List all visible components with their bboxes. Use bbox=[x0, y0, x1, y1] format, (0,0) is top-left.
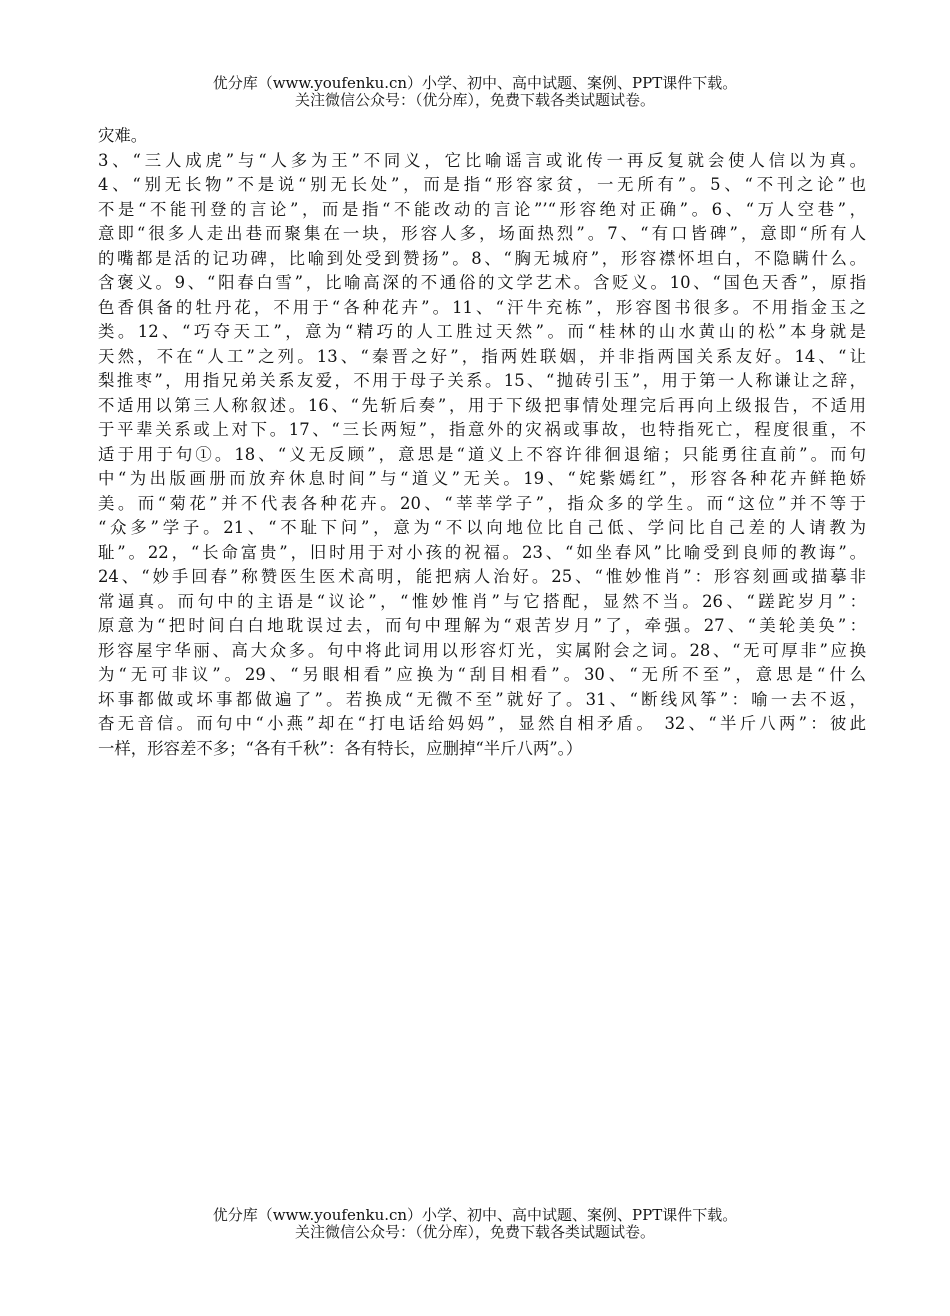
page-header bbox=[0, 75, 950, 109]
body-line: 适于用于句①。18、“义无反顾”，意思是“道义上不容许徘徊退缩；只能勇往直前”。而句 bbox=[98, 444, 866, 464]
body-line: 中“为出版画册而放弃休息时间”与“道义”无关。19、“姹紫嫣红”，形容各种花卉鲜艳娇 bbox=[98, 469, 866, 488]
body-line: 耻”。22，“长命富贵”，旧时用于对小孩的祝福。23、“如坐春风”比喻受到良师的教诲”。 bbox=[98, 542, 866, 562]
body-line: 为“无可非议”。29、“另眼相看”应换为“刮目相看”。30、“无所不至”，意思是“什么 bbox=[98, 665, 866, 684]
body-line: 一样，形容差不多；“各有千秋”：各有特长，应删掉“半斤八两”。） bbox=[98, 738, 583, 758]
page-footer bbox=[0, 1207, 950, 1241]
body-line: 天然，不在“人工”之列。13、“秦晋之好”，指两姓联姻，并非指两国关系友好。14、“让 bbox=[98, 346, 866, 366]
body-line: 杳无音信。而句中“小燕”却在“打电话给妈妈”，显然自相矛盾。 32、“半斤八两”：彼此 bbox=[98, 714, 866, 733]
body-line: 24、“妙手回春”称赞医生医术高明，能把病人治好。25、“惟妙惟肖”：形容刻画或描摹非 bbox=[98, 567, 866, 586]
body-line: 于平辈关系或上对下。17、“三长两短”，指意外的灾祸或事故，也特指死亡，程度很重，不 bbox=[98, 420, 866, 439]
body-line: 坏事都做或坏事都做遍了”。若换成“无微不至”就好了。31、“断线风筝”：喻一去不返， bbox=[98, 689, 866, 709]
body-line: 原意为“把时间白白地耽误过去，而句中理解为“艰苦岁月”了，牵强。27、“美轮美奂”： bbox=[98, 616, 866, 635]
body-line: 4、“别无长物”不是说“别无长处”，而是指“形容家贫，一无所有”。5、“不刊之论”也 bbox=[98, 175, 866, 194]
body-line: 形容屋宇华丽、高大众多。句中将此词用以形容灯光，实属附会之词。28、“无可厚非”应换 bbox=[98, 640, 866, 660]
body-line: 类。12、“巧夺天工”，意为“精巧的人工胜过天然”。而“桂林的山水黄山的松”本身就是 bbox=[98, 322, 866, 341]
header-wechat-line: 关注微信公众号：（优分库），免费下载各类试题试卷。 bbox=[294, 91, 655, 109]
body-line: 不是“不能刊登的言论”，而是指“不能改动的言论”’“形容绝对正确”。6、“万人空巷”， bbox=[98, 199, 866, 219]
footer-site-line: 优分库（www.youfenku.cn）小学、初中、高中试题、案例、PPT课件下载。 bbox=[212, 1206, 738, 1224]
document-body bbox=[98, 124, 866, 761]
body-line: 含褒义。9、“阳春白雪”，比喻高深的不通俗的文学艺术。含贬义。10、“国色天香”，原指 bbox=[98, 273, 866, 292]
header-site-line: 优分库（www.youfenku.cn）小学、初中、高中试题、案例、PPT课件下载。 bbox=[212, 74, 738, 92]
body-line: 色香俱备的牡丹花，不用于“各种花卉”。11、“汗牛充栋”，形容图书很多。不用指金玉之 bbox=[98, 297, 866, 317]
body-line: 3、“三人成虎”与“人多为王”不同义，它比喻谣言或讹传一再反复就会使人信以为真。 bbox=[98, 150, 866, 170]
body-line: 常逼真。而句中的主语是“议论”，“惟妙惟肖”与它搭配，显然不当。26、“蹉跎岁月”： bbox=[98, 591, 866, 611]
body-line: 意即“很多人走出巷而聚集在一块，形容人多，场面热烈”。7、“有口皆碑”，意即“所有人 bbox=[98, 224, 866, 243]
footer-wechat-line: 关注微信公众号：（优分库），免费下载各类试题试卷。 bbox=[294, 1223, 655, 1241]
body-line: 的嘴都是活的记功碑，比喻到处受到赞扬”。8、“胸无城府”，形容襟怀坦白，不隐瞒什么。 bbox=[98, 248, 866, 268]
body-line: 美。而“菊花”并不代表各种花卉。20、“莘莘学子”，指众多的学生。而“这位”并不等于 bbox=[98, 493, 866, 513]
body-line: 灾难。 bbox=[98, 126, 148, 145]
body-line: 梨推枣”，用指兄弟关系友爱，不用于母子关系。15、“抛砖引玉”，用于第一人称谦让之辞， bbox=[98, 371, 866, 390]
body-line: 不适用以第三人称叙述。16、“先斩后奏”，用于下级把事情处理完后再向上级报告，不适用 bbox=[98, 395, 866, 415]
body-line: “众多”学子。21、“不耻下问”，意为“不以向地位比自己低、学问比自己差的人请教为 bbox=[98, 518, 866, 537]
